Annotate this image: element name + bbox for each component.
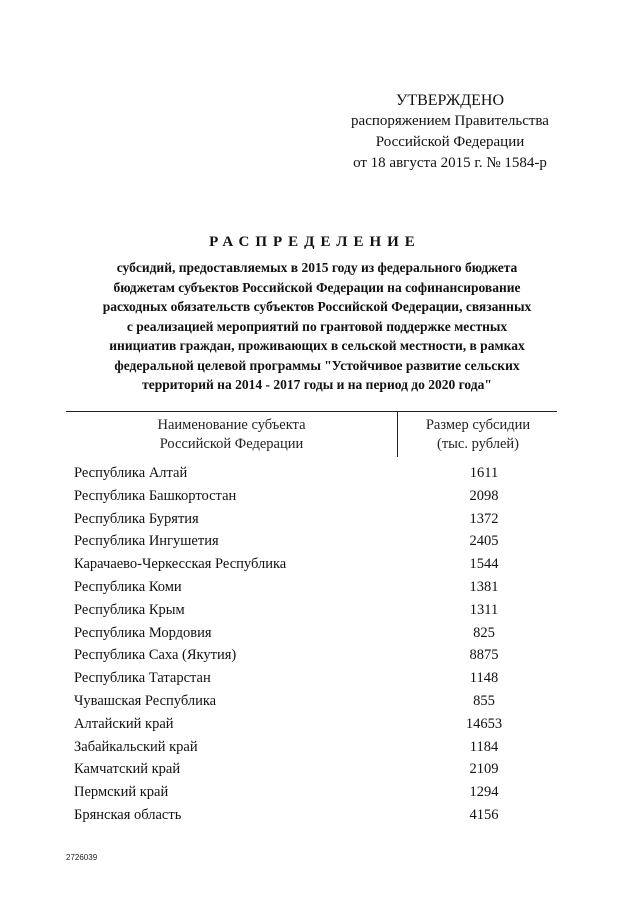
document-subtitle <box>62 258 572 395</box>
region-name: Республика Алтай <box>74 465 188 481</box>
subsidy-amount: 1611 <box>469 465 499 481</box>
subsidy-amount: 8875 <box>469 647 499 664</box>
subsidy-amount: 1381 <box>469 578 499 595</box>
region-name: Республика Коми <box>74 578 182 595</box>
subsidy-amount: 4156 <box>469 806 499 823</box>
region-name: Республика Ингушетия <box>74 533 219 550</box>
table-row <box>74 693 558 716</box>
table-row <box>74 533 558 556</box>
region-name: Алтайский край <box>74 715 174 732</box>
table-row <box>74 647 558 670</box>
region-name: Республика Крым <box>74 601 185 618</box>
document-code: 2726039 <box>66 853 98 862</box>
subtitle-line: с реализацией мероприятий по грантовой поддержке местных <box>126 318 508 334</box>
table-body <box>74 465 558 830</box>
approval-line-2: Российской Федерации <box>375 134 525 150</box>
approval-line-3: от 18 августа 2015 г. № 1584-р <box>353 155 547 171</box>
subsidy-amount: 2405 <box>469 533 499 550</box>
column-header-amount-line: (тыс. рублей) <box>437 436 519 452</box>
approval-block <box>330 90 570 174</box>
table-row <box>74 807 558 830</box>
column-header-amount-line: Размер субсидии <box>425 417 531 433</box>
column-header-amount <box>398 416 558 454</box>
region-name: Брянская область <box>74 806 182 823</box>
table-row <box>74 784 558 807</box>
subsidy-amount: 2109 <box>469 761 499 778</box>
subsidy-amount: 2098 <box>469 487 499 504</box>
subtitle-line: бюджетам субъектов Российской Федерации на софинансирование <box>113 279 521 295</box>
region-name: Карачаево-Черкесская Республика <box>74 556 287 573</box>
subtitle-line: территорий на 2014 - 2017 годы и на период до 2020 года" <box>142 377 492 392</box>
subsidy-amount: 1148 <box>469 670 499 687</box>
region-name: Республика Мордовия <box>74 624 212 641</box>
table-row <box>74 716 558 739</box>
region-name: Забайкальский край <box>74 738 198 755</box>
subtitle-line: федеральной целевой программы "Устойчивое развитие сельских <box>114 357 520 373</box>
subsidy-amount: 1184 <box>469 738 499 755</box>
table-row <box>74 556 558 579</box>
subsidy-amount: 1544 <box>469 556 499 573</box>
subsidy-amount: 1311 <box>469 601 499 618</box>
column-header-name-line: Наименование субъекта <box>157 417 306 433</box>
subtitle-line: субсидий, предоставляемых в 2015 году из федерального бюджета <box>116 260 518 275</box>
region-name: Республика Бурятия <box>74 510 199 527</box>
subtitle-line: расходных обязательств субъектов Российской Федерации, связанных <box>102 299 532 314</box>
approval-line-1: распоряжением Правительства <box>351 113 549 129</box>
table-row <box>74 465 558 488</box>
table-row <box>74 602 558 625</box>
region-name: Республика Башкортостан <box>74 487 237 504</box>
region-name: Республика Саха (Якутия) <box>74 647 237 664</box>
approval-word: УТВЕРЖДЕНО <box>395 92 504 109</box>
subsidy-amount: 1372 <box>469 510 499 527</box>
table-row <box>74 511 558 534</box>
subsidy-amount: 825 <box>473 624 495 641</box>
document-heading: РАСПРЕДЕЛЕНИЕ <box>209 234 421 250</box>
subsidy-amount: 855 <box>473 692 495 709</box>
column-header-name-line: Российской Федерации <box>159 436 304 452</box>
region-name: Чувашская Республика <box>74 692 217 709</box>
table-row <box>74 579 558 602</box>
subtitle-line: инициатив граждан, проживающих в сельской местности, в рамках <box>109 338 525 353</box>
column-header-name <box>66 416 397 454</box>
region-name: Пермский край <box>74 784 169 801</box>
table-row <box>74 670 558 693</box>
table-row <box>74 761 558 784</box>
table-top-rule <box>66 411 557 412</box>
region-name: Республика Татарстан <box>74 670 211 687</box>
region-name: Камчатский край <box>74 761 181 778</box>
table-row <box>74 739 558 762</box>
subsidy-amount: 1294 <box>469 784 499 801</box>
subsidy-amount: 14653 <box>465 715 503 732</box>
table-row <box>74 488 558 511</box>
table-row <box>74 625 558 648</box>
